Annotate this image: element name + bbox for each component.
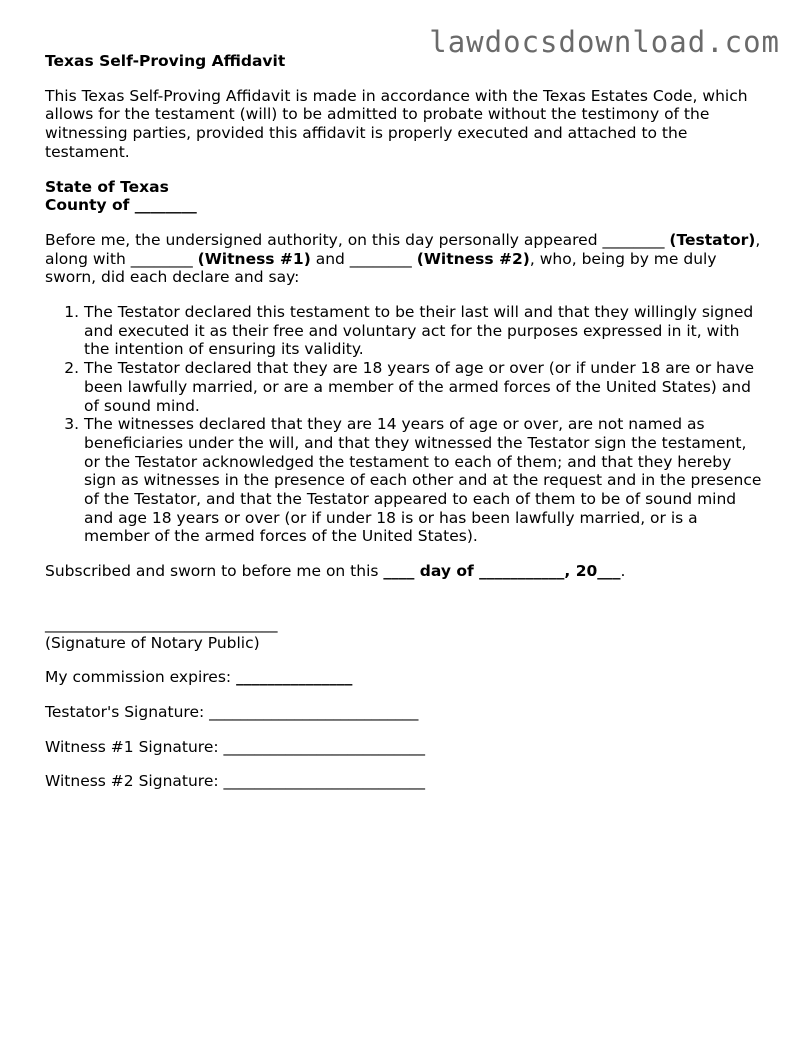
testator-signature-line: Testator's Signature: ___________________________ bbox=[45, 702, 419, 721]
witness2-label: (Witness #2) bbox=[416, 249, 530, 268]
commission-blank: _______________ bbox=[236, 668, 353, 687]
day-blank: ____ bbox=[383, 562, 415, 581]
document-title: Texas Self-Proving Affidavit bbox=[45, 52, 286, 70]
subscribed-prefix: Subscribed and sworn to before me on this bbox=[45, 562, 384, 581]
appearance-text-3: and ________ bbox=[310, 249, 417, 268]
day-of-blank: day of ___________, 20___ bbox=[414, 562, 621, 581]
subscribed-suffix: . bbox=[620, 562, 626, 581]
subscribed-line bbox=[45, 562, 765, 581]
notary-signature-line: ______________________________ bbox=[45, 614, 278, 633]
commission-expires-line bbox=[45, 668, 765, 687]
venue-block bbox=[45, 178, 765, 215]
appearance-paragraph bbox=[45, 231, 765, 287]
testator-label: (Testator) bbox=[669, 230, 756, 249]
declarations-list bbox=[45, 303, 765, 546]
notary-signature-block bbox=[45, 615, 765, 652]
appearance-text-2: , along with ________ bbox=[45, 230, 761, 268]
appearance-text-4: , who, being by me duly sworn, did each declare and say: bbox=[45, 249, 717, 287]
commission-label: My commission expires: bbox=[45, 668, 237, 687]
witness2-signature-line: Witness #2 Signature: __________________________ bbox=[45, 772, 426, 791]
appearance-text-1: Before me, the undersigned authority, on this day personally appeared ________ bbox=[45, 230, 670, 249]
declaration-item: 3. The witnesses declared that they are 14 years of age or over, are not named as beneficiaries under the will, and that they witnessed the Testator sign the testament, or the Testator acknowledged the testament to each of them; and that they hereby sign as witnesses in the presence of each other and at the request and in the presence of the Testator, and that the Testator appeared to each of them to be of sound mind and age 18 years or over (or if under 18 is or has been lawfully married, or is a member of the armed forces of the United States). bbox=[84, 415, 765, 546]
witness1-signature-line: Witness #1 Signature: __________________________ bbox=[45, 737, 426, 756]
witness1-label: (Witness #1) bbox=[197, 249, 311, 268]
watermark-text: lawdocsdownload.com bbox=[429, 25, 780, 59]
declaration-item: 2. The Testator declared that they are 18 years of age or over (or if under 18 are or have been lawfully married, or are a member of the armed forces of the United States) and of sound mind. bbox=[84, 359, 765, 415]
declaration-item: 1. The Testator declared this testament to be their last will and that they willingly signed and executed it as their free and voluntary act for the purposes expressed in it, with the intention of ensuring its validity. bbox=[84, 303, 765, 359]
affidavit-document bbox=[45, 52, 765, 807]
county-label: County of ________ bbox=[45, 196, 197, 215]
state-label: State of Texas bbox=[45, 177, 169, 196]
intro-paragraph: This Texas Self-Proving Affidavit is made in accordance with the Texas Estates Code, which allows for the testament (will) to be admitted to probate without the testimony of the witnessing parties, provided this affidavit is properly executed and attached to the testament. bbox=[45, 86, 748, 161]
notary-signature-label: (Signature of Notary Public) bbox=[45, 633, 260, 652]
